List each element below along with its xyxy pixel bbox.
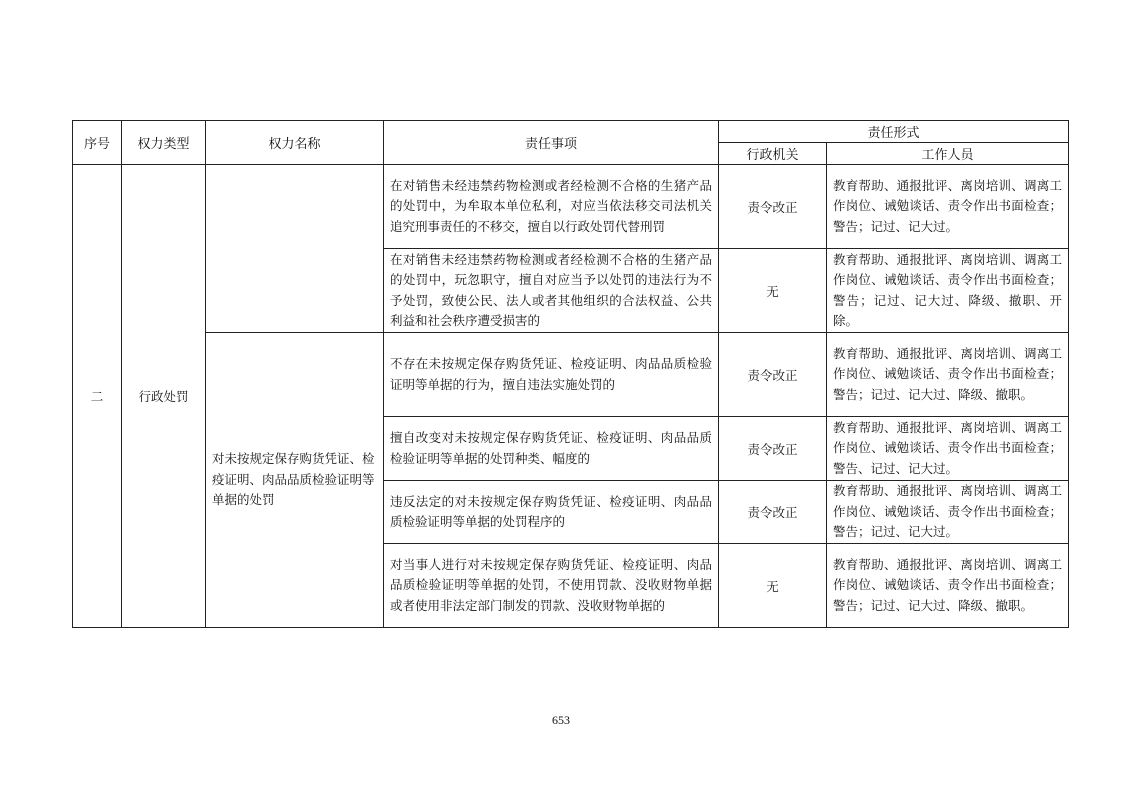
- cell-agency: 责令改正: [719, 481, 827, 544]
- header-row: [73, 121, 1069, 143]
- table-row: [73, 165, 1069, 249]
- cell-agency: 责令改正: [719, 165, 827, 249]
- cell-staff: 教育帮助、通报批评、离岗培训、调离工作岗位、诫勉谈话、责令作出书面检查；警告；记过、记大过、降级、撤职、开除。: [827, 249, 1069, 333]
- cell-staff: 教育帮助、通报批评、离岗培训、调离工作岗位、诫勉谈话、责令作出书面检查；警告；记过、记大过。: [827, 165, 1069, 249]
- responsibility-table: [72, 120, 1069, 628]
- cell-agency: 责令改正: [719, 417, 827, 481]
- cell-item: 在对销售未经违禁药物检测或者经检测不合格的生猪产品的处罚中，为牟取本单位私利，对应当依法移交司法机关追究刑事责任的不移交，擅自以行政处罚代替刑罚: [384, 165, 719, 249]
- cell-item: 在对销售未经违禁药物检测或者经检测不合格的生猪产品的处罚中，玩忽职守，擅自对应当予以处罚的违法行为不予处罚，致使公民、法人或者其他组织的合法权益、公共利益和社会秩序遭受损害的: [384, 249, 719, 333]
- header-power-type: 权力类型: [122, 121, 206, 165]
- cell-staff: 教育帮助、通报批评、离岗培训、调离工作岗位、诫勉谈话、责令作出书面检查；警告；记过、记大过、降级、撤职。: [827, 333, 1069, 417]
- cell-item: 对当事人进行对未按规定保存购货凭证、检疫证明、肉品品质检验证明等单据的处罚，不使用罚款、没收财物单据或者使用非法定部门制发的罚款、没收财物单据的: [384, 544, 719, 628]
- cell-staff: 教育帮助、通报批评、离岗培训、调离工作岗位、诫勉谈话、责令作出书面检查；警告；记过、记大过、降级、撤职。: [827, 544, 1069, 628]
- cell-item: 违反法定的对未按规定保存购货凭证、检疫证明、肉品品质检验证明等单据的处罚程序的: [384, 481, 719, 544]
- cell-staff: 教育帮助、通报批评、离岗培训、调离工作岗位、诫勉谈话、责令作出书面检查；警告；记过、记大过。: [827, 481, 1069, 544]
- header-agency: 行政机关: [719, 143, 827, 165]
- table-row: [73, 333, 1069, 417]
- cell-seq: 二: [73, 165, 122, 628]
- cell-power-name: 对未按规定保存购货凭证、检疫证明、肉品品质检验证明等单据的处罚: [206, 333, 384, 628]
- header-form: 责任形式: [719, 121, 1069, 143]
- cell-power-name: [206, 165, 384, 333]
- header-staff: 工作人员: [827, 143, 1069, 165]
- cell-power-type: 行政处罚: [122, 165, 206, 628]
- cell-agency: 无: [719, 544, 827, 628]
- cell-item: 不存在未按规定保存购货凭证、检疫证明、肉品品质检验证明等单据的行为，擅自违法实施处罚的: [384, 333, 719, 417]
- cell-item: 擅自改变对未按规定保存购货凭证、检疫证明、肉品品质检验证明等单据的处罚种类、幅度的: [384, 417, 719, 481]
- cell-agency: 责令改正: [719, 333, 827, 417]
- header-responsibility: 责任事项: [384, 121, 719, 165]
- header-power-name: 权力名称: [206, 121, 384, 165]
- header-seq: 序号: [73, 121, 122, 165]
- page-number: 653: [552, 713, 570, 727]
- cell-agency: 无: [719, 249, 827, 333]
- cell-staff: 教育帮助、通报批评、离岗培训、调离工作岗位、诫勉谈话、责令作出书面检查；警告、记过、记大过。: [827, 417, 1069, 481]
